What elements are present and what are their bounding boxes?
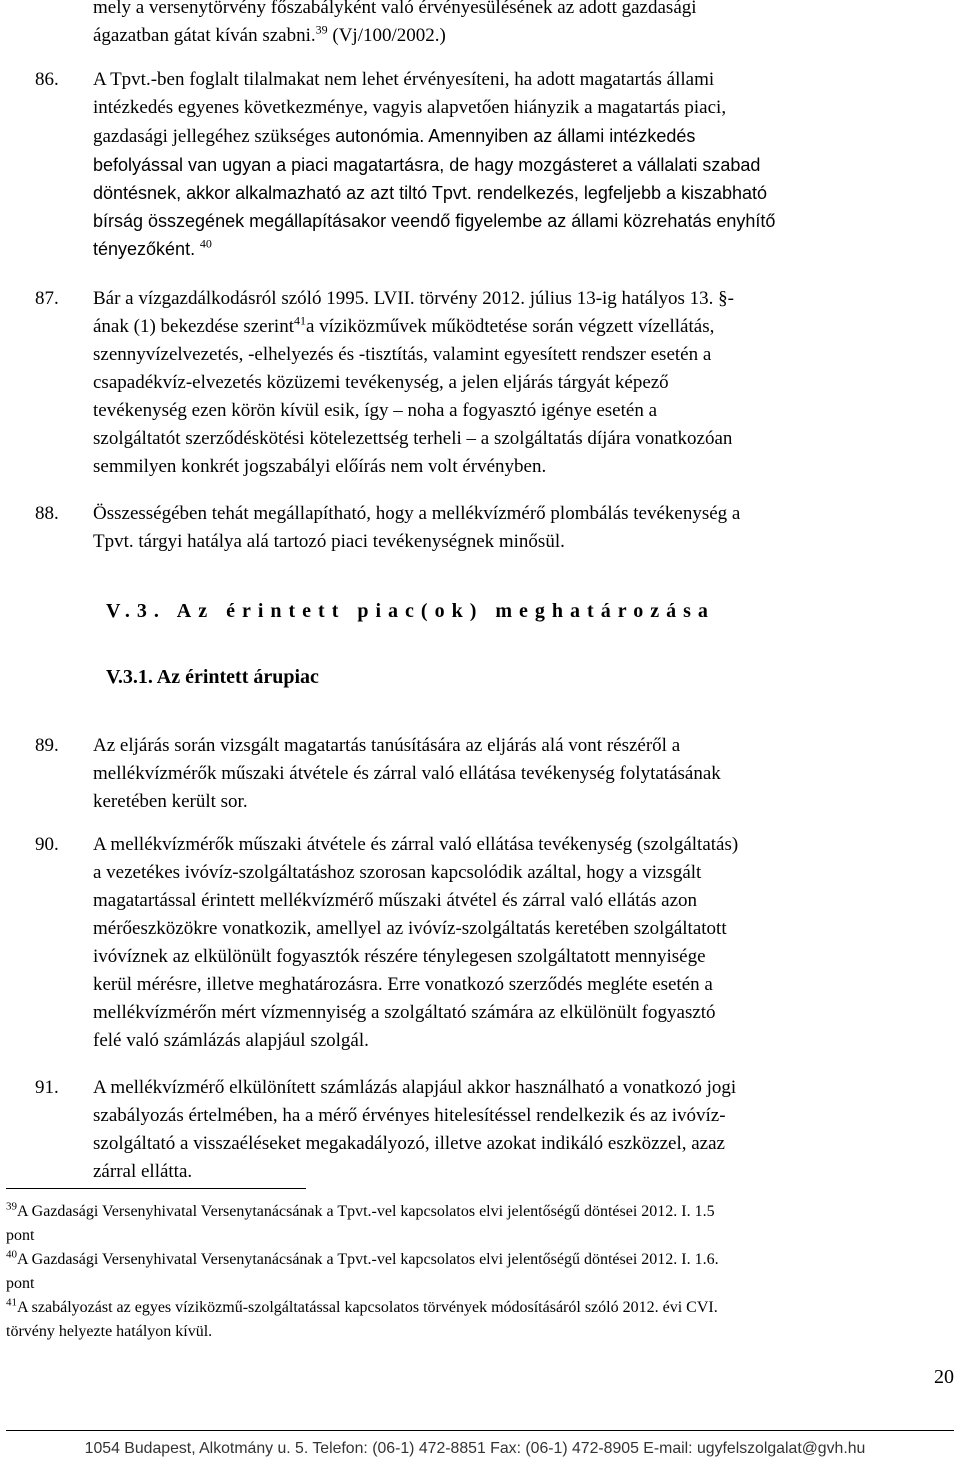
text-line	[93, 22, 955, 50]
text-line: szolgáltató a visszaéléseket megakadályozó, illetve azokat indikáló eszközzel, azaz	[93, 1133, 725, 1154]
footnote-ref-41: 41	[293, 313, 306, 328]
text-line: ivóvíznek az elkülönült fogyasztók részére ténylegesen szolgáltatott mennyisége	[93, 946, 706, 967]
text-line	[93, 313, 955, 341]
paragraph-number-91: 91.	[35, 1077, 59, 1098]
footnote-40	[6, 1248, 956, 1296]
text-line: mellékvízmérőn mért vízmennyiség a szolgáltató számára az elkülönült fogyasztó	[93, 1002, 716, 1023]
text-line: Az eljárás során vizsgált magatartás tanúsítására az eljárás alá vont részéről a	[93, 735, 681, 756]
paragraph-90	[93, 831, 955, 1055]
text-line	[93, 235, 955, 264]
text-line: a vezetékes ivóvíz-szolgáltatáshoz szorosan kapcsolódik azáltal, hogy a vizsgált	[93, 862, 702, 883]
text-line: pont	[6, 1227, 35, 1244]
text-span: A Gazdasági Versenyhivatal Versenytanácsának a Tpvt.-vel kapcsolatos elvi jelentőségű döntései 2012. I. 1.5	[17, 1203, 715, 1220]
text-line: magatartással érintett mellékvízmérő műszaki átvétel és zárral való ellátás azon	[93, 890, 698, 911]
text-line: Bár a vízgazdálkodásról szóló 1995. LVII. törvény 2012. július 13-ig hatályos 13. §-	[93, 288, 734, 309]
text-span: A szabályozást az egyes víziközmű-szolgáltatással kapcsolatos törvények módosításáról szóló 2012. évi CVI.	[17, 1299, 718, 1316]
footnote-ref-39: 39	[315, 22, 328, 37]
text-span: gazdasági jellegéhez szükséges	[93, 126, 336, 147]
paragraph-86	[93, 66, 955, 264]
text-line: zárral ellátta.	[93, 1161, 193, 1182]
text-line: pont	[6, 1275, 35, 1292]
text-line: A Tpvt.-ben foglalt tilalmakat nem lehet érvényesíteni, ha adott magatartás állami	[93, 69, 715, 90]
paragraph-91	[93, 1074, 955, 1186]
text-line: keretében került sor.	[93, 791, 248, 812]
page-footer: 1054 Budapest, Alkotmány u. 5. Telefon: (06-1) 472-8851 Fax: (06-1) 472-8905 E-mail: ugyfelszolgalat@gvh.hu	[84, 1440, 866, 1457]
text-span-sans: tényezőként.	[93, 239, 196, 259]
text-line: mellékvízmérők műszaki átvétele és zárral való ellátása tevékenység folytatásának	[93, 763, 721, 784]
text-line: Összességében tehát megállapítható, hogy a mellékvízmérő plombálás tevékenység a	[93, 503, 741, 524]
text-line: tevékenység ezen körön kívül esik, így – noha a fogyasztó igénye esetén a	[93, 400, 658, 421]
paragraph-85-continuation	[93, 0, 955, 50]
paragraph-number-87: 87.	[35, 288, 59, 309]
text-line: mérőeszközökre vonatkozik, amellyel az ivóvíz-szolgáltatás keretében szolgáltatott	[93, 918, 727, 939]
footnote-ref-40: 40	[199, 236, 212, 251]
text-span: A Gazdasági Versenyhivatal Versenytanácsának a Tpvt.-vel kapcsolatos elvi jelentőségű döntései 2012. I. 1.6.	[17, 1251, 719, 1268]
text-line: mely a versenytörvény főszabályként való érvényesülésének az adott gazdasági	[93, 0, 697, 18]
text-span: (Vj/100/2002.)	[327, 25, 446, 46]
text-line: csapadékvíz-elvezetés közüzemi tevékenység, a jelen eljárás tárgyát képező	[93, 372, 669, 393]
text-line	[6, 1200, 956, 1224]
page-number: 20	[934, 1366, 954, 1388]
footnote-39	[6, 1200, 956, 1248]
paragraph-88	[93, 500, 955, 556]
text-line: bírság összegének megállapításakor veendő figyelembe az állami közrehatás enyhítő	[93, 211, 776, 231]
subsection-heading: V.3.1. Az érintett árupiac	[106, 666, 319, 688]
text-line: szabályozás értelmében, ha a mérő érvényes hitelesítéssel rendelkezik és az ivóvíz-	[93, 1105, 726, 1126]
text-span: ának (1) bekezdése szerint	[93, 316, 294, 337]
text-line: semmilyen konkrét jogszabályi előírás nem volt érvényben.	[93, 456, 547, 477]
paragraph-number-89: 89.	[35, 735, 59, 756]
text-line: szolgáltatót szerződéskötési kötelezettség terheli – a szolgáltatás díjára vonatkozóan	[93, 428, 733, 449]
text-line: felé való számlázás alapjául szolgál.	[93, 1030, 369, 1051]
text-line	[93, 122, 955, 151]
text-line	[6, 1248, 956, 1272]
paragraph-number-90: 90.	[35, 834, 59, 855]
footnote-marker: 40	[6, 1248, 17, 1261]
text-line: Tpvt. tárgyi hatálya alá tartozó piaci tevékenységnek minősül.	[93, 531, 565, 552]
section-heading: V.3. Az érintett piac(ok) meghatározása	[106, 600, 715, 622]
footnote-41	[6, 1296, 956, 1344]
paragraph-87	[93, 285, 955, 481]
paragraph-number-88: 88.	[35, 503, 59, 524]
footnote-marker: 41	[6, 1296, 17, 1309]
text-line: szennyvízelvezetés, -elhelyezés és -tisztítás, valamint egyesített rendszer esetén a	[93, 344, 712, 365]
footnote-marker: 39	[6, 1200, 17, 1213]
footnote-separator	[6, 1188, 306, 1189]
text-line: A mellékvízmérő elkülönített számlázás alapjául akkor használható a vonatkozó jogi	[93, 1077, 737, 1098]
text-span: ágazatban gátat kíván szabni.	[93, 25, 316, 46]
text-span: a víziközművek működtetése során végzett vízellátás,	[305, 316, 715, 337]
footer-separator	[6, 1430, 954, 1431]
text-line: intézkedés egyenes következménye, vagyis alapvetően hiányzik a magatartás piaci,	[93, 97, 727, 118]
text-line: A mellékvízmérők műszaki átvétele és zárral való ellátása tevékenység (szolgáltatás)	[93, 834, 739, 855]
text-line: kerül mérésre, illetve meghatározásra. Erre vonatkozó szerződés megléte esetén a	[93, 974, 713, 995]
text-span-sans: autonómia. Amennyiben az állami intézkedés	[335, 126, 696, 146]
paragraph-number-86: 86.	[35, 69, 59, 90]
text-line	[6, 1296, 956, 1320]
text-line: döntésnek, akkor alkalmazható az azt tiltó Tpvt. rendelkezés, legfeljebb a kiszabható	[93, 183, 768, 203]
text-line: törvény helyezte hatályon kívül.	[6, 1323, 213, 1340]
paragraph-89	[93, 732, 955, 816]
text-line: befolyással van ugyan a piaci magatartásra, de hagy mozgásteret a vállalati szabad	[93, 155, 761, 175]
